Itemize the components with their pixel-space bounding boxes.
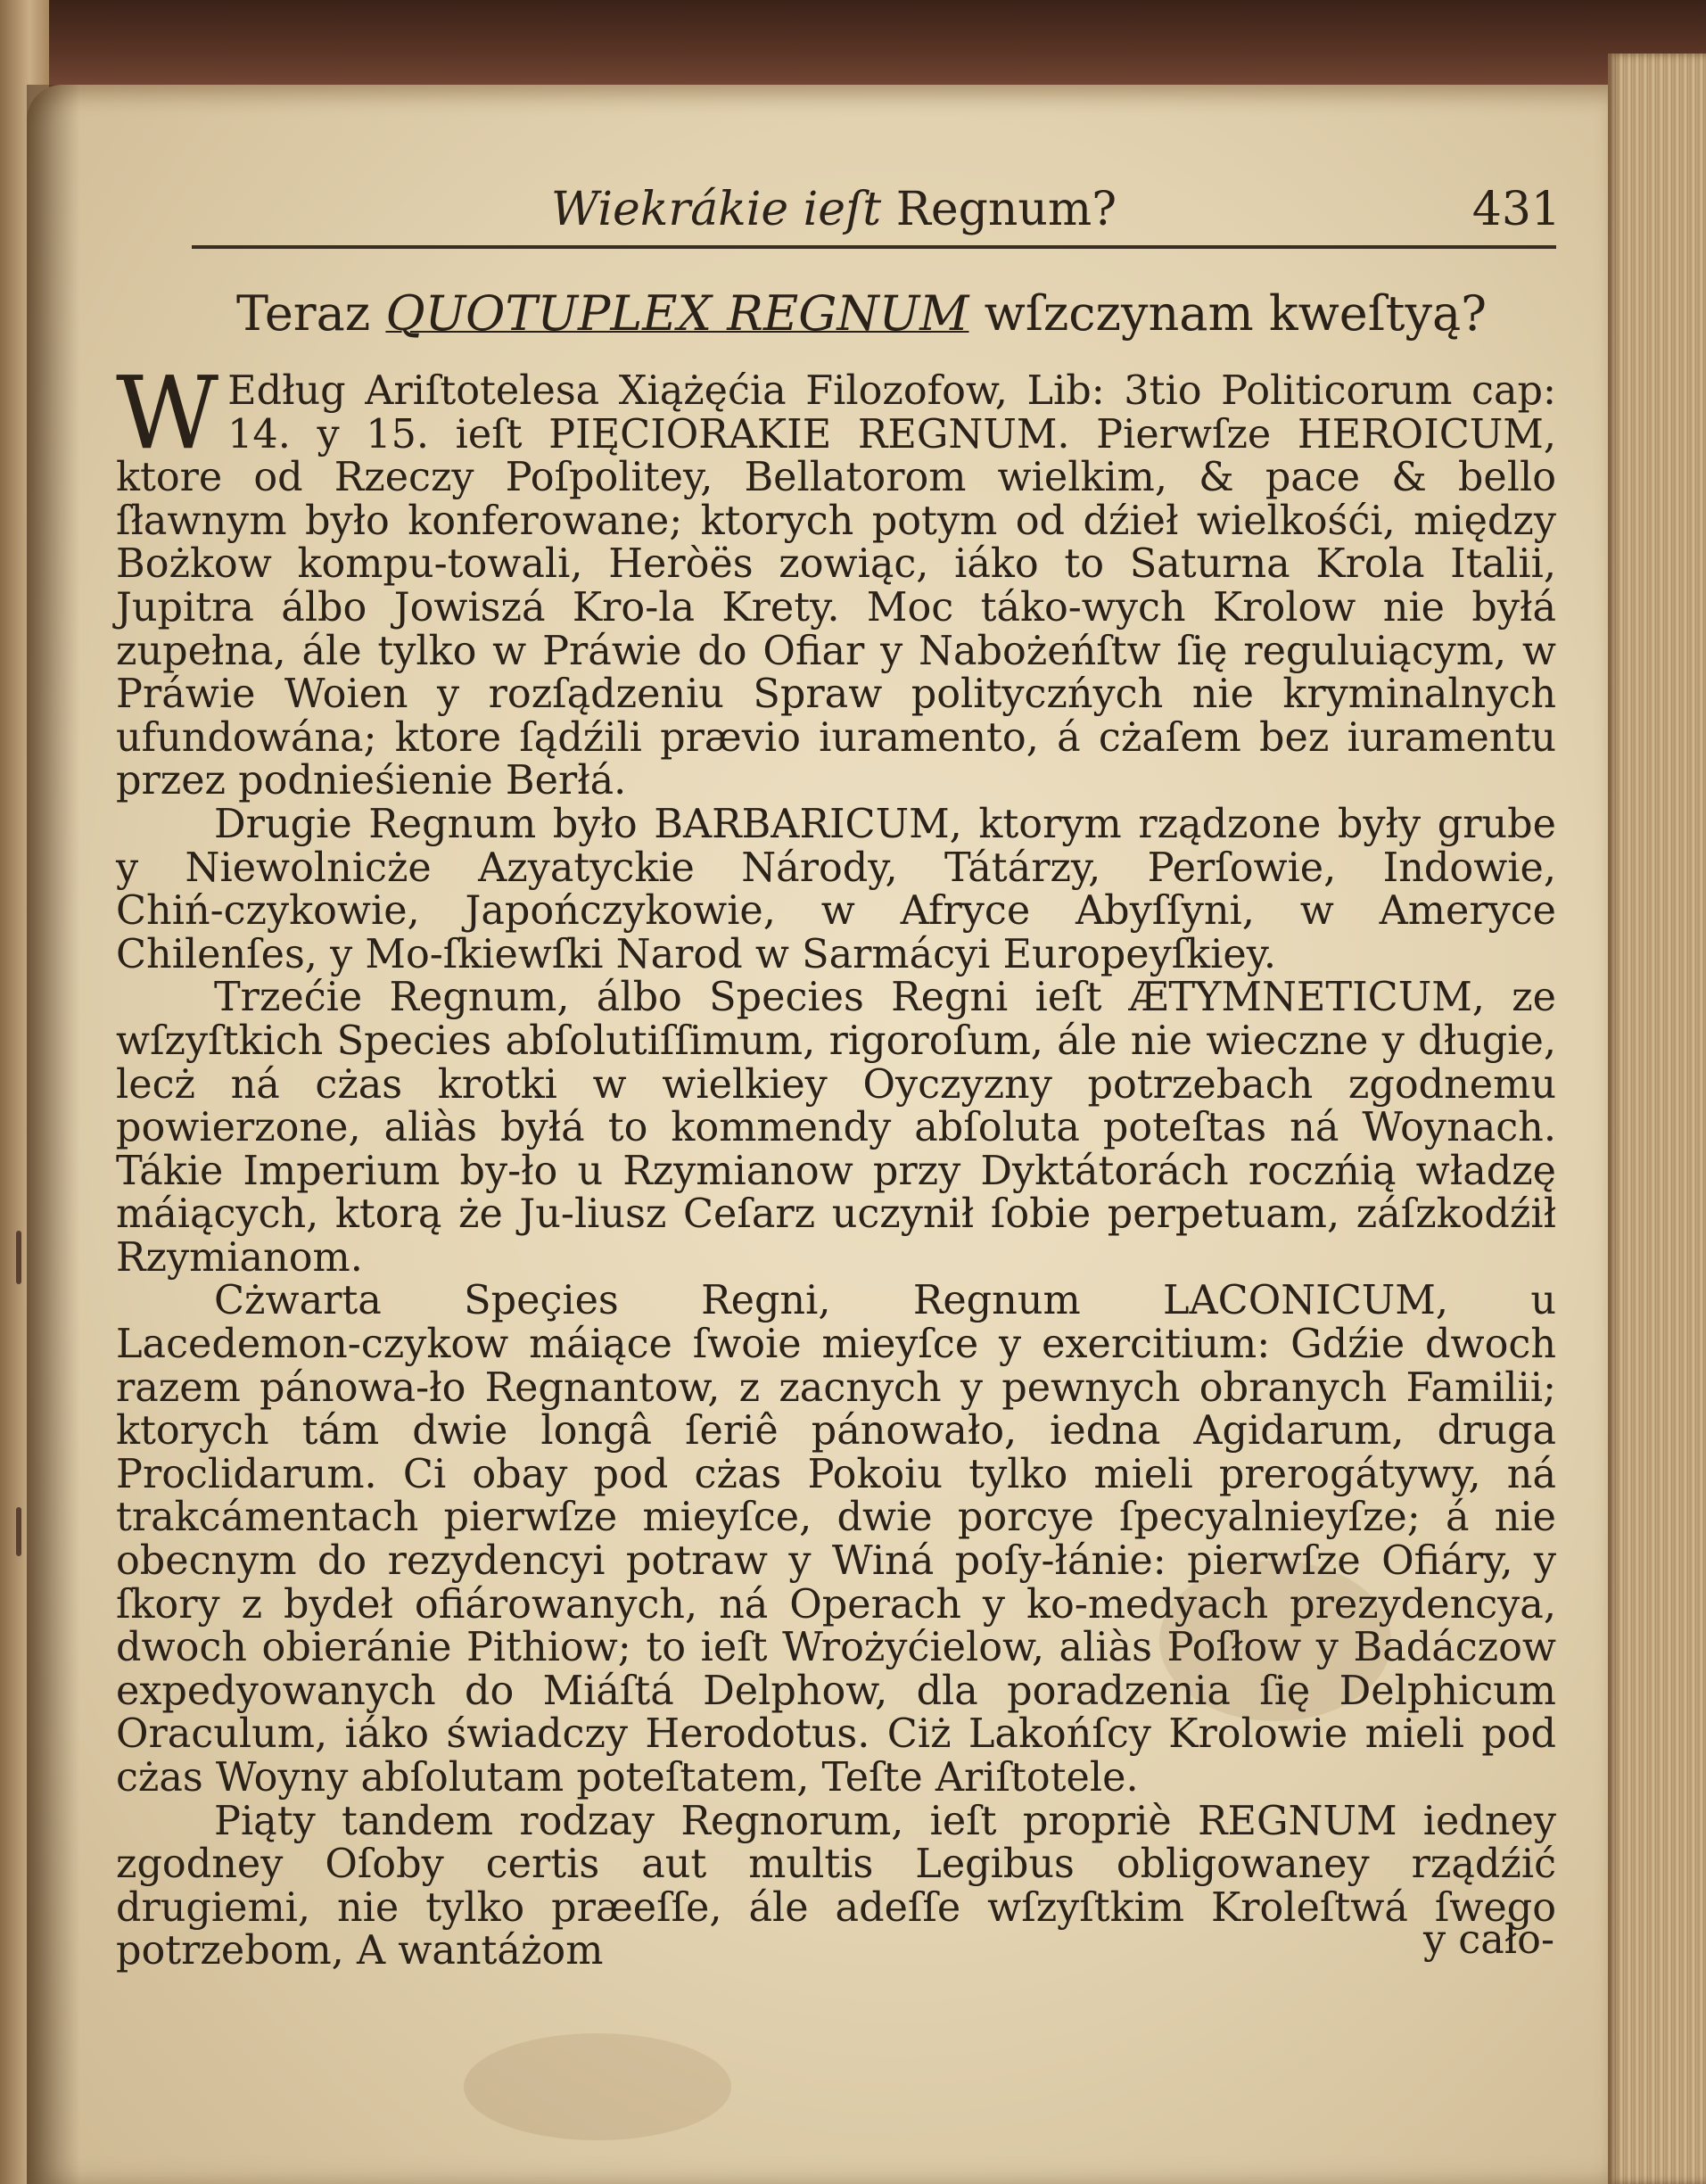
book-cover-top bbox=[0, 0, 1706, 98]
body-text bbox=[116, 356, 1556, 1974]
running-head-italic: Wiekrákie ieſt bbox=[550, 183, 882, 236]
page-block-edge bbox=[1608, 54, 1706, 2184]
margin-mark bbox=[16, 1231, 21, 1284]
paragraph-text: Edług Ariſtotelesa Xiążęćia Filozofow, Lib: 3tio Politicorum cap: 14. y 15. ieſt PIĘCIORAKIE REGNUM. Pierwſze HEROICUM, ktore od Rzeczy Poſpolitey, Bellatorom wielkim, & pace & bello ſławnym było konferowane; ktorych potym od dźieł wielkośći, między Bożkow kompu‑towali, Heròës zowiąc, iáko to Saturna Krola Italii, Jupitra álbo Jowiszá Kro‑la Krety. Moc táko‑wych Krolow nie byłá zupełna, ále tylko w Práwie do Ofiar y Nabożeńſtw ſię reguluiącym, w Práwie Woien y rozſądzeniu Spraw polityczńych nie kryminalnych ufundowána; ktore ſądźili prævio iuramento, á cżaſem bez iuramentu przez podnieśienie Berłá. bbox=[116, 368, 1556, 804]
paragraph: Cżwarta Speçies Regni, Regnum LACONICUM, u Lacedemon‑czykow máiące ſwoie mieyſce y exercitium: Gdźie dwoch razem pánowa‑ło Regnantow, z zacnych y pewnych obranych Familii; ktorych tám dwie longâ ſeriê pánowało, iedna Agidarum, druga Proclidarum. Ci obay pod cżas Pokoiu tylko mieli prerogátywy, ná trakcámentach pierwſze mieyſce, dwie porcye ſpecyalnieyſze; á nie obecnym do rezydencyi potraw y Winá poſy‑łánie: pierwſze Ofiáry, y ſkory z bydeł ofiárowanych, ná Operach y ko‑medyach prezydencya, dwoch obierániе Pithiow; to ieſt Wrożyćielow, aliàs Poſłow y Badáczow expedyowanych do Miáſtá Delphow, dla poradzenia ſię Delphicum Oraculum, iáko świadczy Herodotus. Ciż Lakońſcy Krolowie mieli pod cżas Woyny abſolutam poteſtatem, Teſte Ariſtotele. bbox=[116, 1278, 1556, 1801]
paragraph: Trzećie Regnum, álbo Species Regni ieſt ÆTYMNETICUM, ze wſzyſtkich Species abſolutiſſimum, rigoroſum, ále nie wieczne y długie, lecż ná cżas krotki w wielkiey Oyczyzny potrzebach zgodnemu powierzone, aliàs byłá to kommendy abſoluta poteſtas ná Woynach. Tákie Imperium by‑ło u Rzymianow przy Dyktátorách roczńią władzę máiących, ktorą że Ju‑liusz Ceſarz uczynił ſobie perpetuam, záſzkodźił Rzymianom. bbox=[116, 975, 1556, 1281]
header-rule bbox=[192, 245, 1556, 249]
catchword: y cało- bbox=[1423, 1917, 1554, 1963]
heading-tail: wſzczynam kweſtyą? bbox=[968, 285, 1488, 342]
running-head-title bbox=[187, 183, 1480, 236]
heading-lead: Teraz bbox=[236, 285, 386, 342]
paragraph: Piąty tandem rodzay Regnorum, ieſt propriè REGNUM iedney zgodney Oſoby certis aut multis Legibus obligowaney rządźić drugiemi, nie tylko præeſſe, ále adeſſe wſzyſtkim Kroleſtwá ſwego potrzebom, A wantáżom bbox=[116, 1798, 1556, 1974]
drop-cap: W bbox=[116, 356, 219, 472]
section-heading bbox=[236, 285, 1487, 342]
margin-mark bbox=[16, 1507, 21, 1556]
running-head-roman: Regnum? bbox=[881, 183, 1117, 236]
paragraph: Drugie Regnum było BARBARICUM, ktorym rządzone były grube y Niewolnicże Azyatyckie Národy, Tátárzy, Perſowie, Indowie, Chiń‑czykowie, Japończykowie, w Afryce Abyſſyni, w Ameryce Chilenſes, y Mo‑ſkiewſki Narod w Sarmácyi Europeyſkiey. bbox=[116, 801, 1556, 977]
heading-italic: QUOTUPLEX REGNUM bbox=[385, 285, 969, 342]
running-head bbox=[187, 183, 1561, 247]
page-gutter-shadow bbox=[27, 85, 80, 2184]
paper-stain bbox=[464, 2033, 731, 2140]
page-number: 431 bbox=[1471, 183, 1561, 236]
paragraph bbox=[116, 356, 1556, 804]
